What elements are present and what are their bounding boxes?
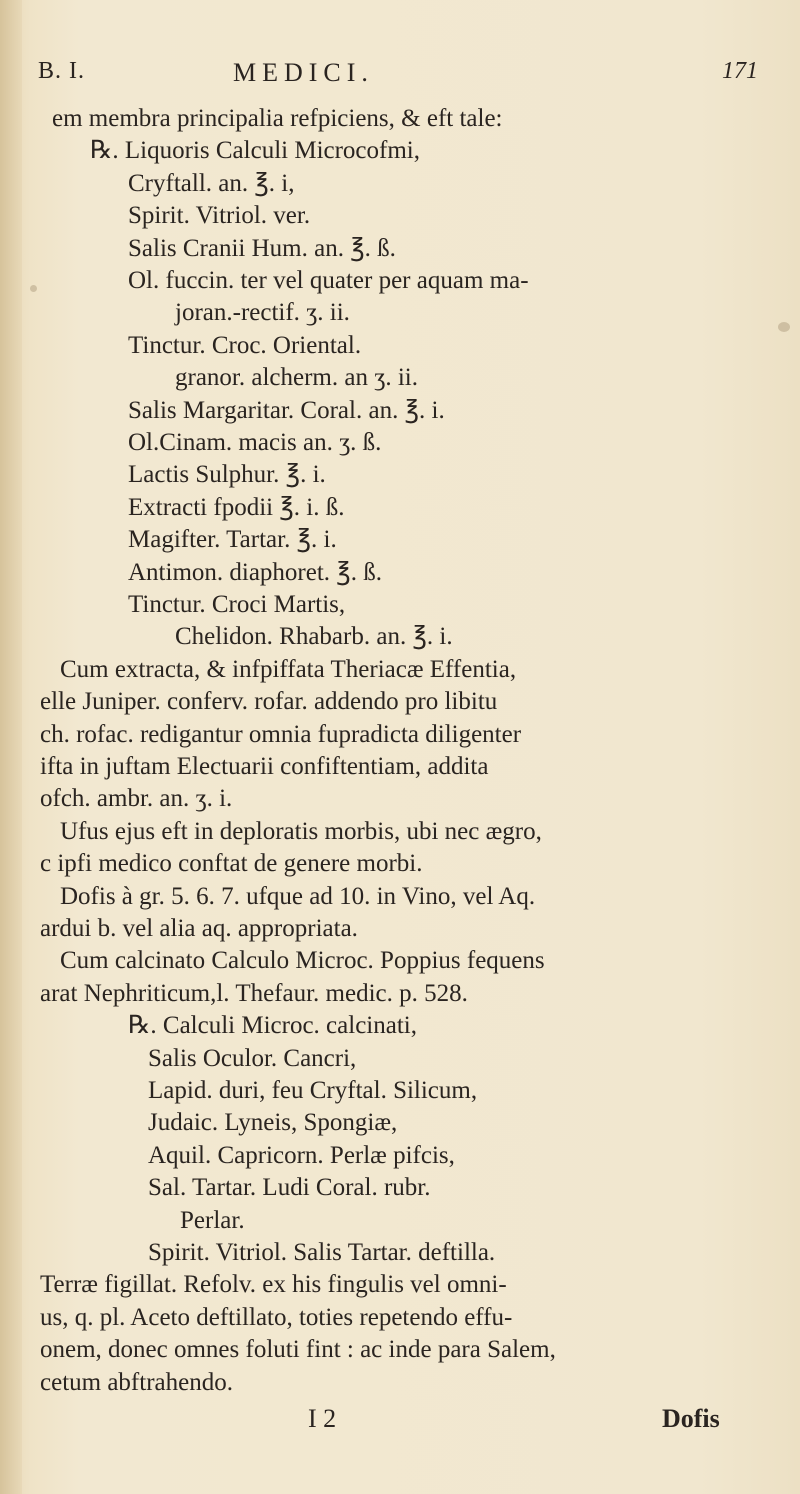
text-line: Tinctur. Croci Martis, [128, 591, 346, 618]
text-line: ℞. Liquoris Calculi Microcofmi, [90, 137, 420, 165]
text-line: Ufus ejus eft in deploratis morbis, ubi nec ægro, [60, 817, 542, 845]
text-line: ofch. ambr. an. ʒ. i. [40, 785, 233, 813]
text-line: arat Nephriticum,l. Thefaur. medic. p. 528. [40, 979, 468, 1007]
text-line: Lactis Sulphur. ℥. i. [128, 461, 326, 489]
text-line: Spirit. Vitriol. Salis Tartar. deftilla. [148, 1239, 496, 1266]
text-line: Chelidon. Rhabarb. an. ℥. i. [175, 623, 453, 651]
header-book-number: B. I. [38, 58, 85, 84]
text-line: c ipfi medico conftat de genere morbi. [40, 850, 423, 878]
catchword: Dofis [662, 1404, 720, 1433]
text-line: Sal. Tartar. Ludi Coral. rubr. [148, 1174, 431, 1202]
text-line: Dofis à gr. 5. 6. 7. ufque ad 10. in Vino, vel Aq. [60, 882, 536, 910]
ink-spot [778, 322, 790, 332]
text-line: Perlar. [180, 1206, 245, 1234]
text-line: Magifter. Tartar. ℥. i. [128, 526, 337, 554]
text-line: em membra principalia refpiciens, & eft tale: [52, 105, 503, 132]
text-line: Ol.Cinam. macis an. ʒ. ß. [128, 429, 382, 456]
ink-spot [30, 285, 37, 292]
text-line: Salis Oculor. Cancri, [148, 1044, 357, 1072]
text-line: Spirit. Vitriol. ver. [128, 202, 311, 230]
text-line: Ol. fuccin. ter vel quater per aquam ma- [128, 267, 529, 294]
running-header [38, 58, 778, 98]
text-line: ardui b. vel alia aq. appropriata. [40, 915, 358, 942]
text-line: Lapid. duri, feu Cryftal. Silicum, [148, 1077, 478, 1104]
text-line: Extracti fpodii ℥. i. ß. [128, 493, 345, 521]
text-line: Antimon. diaphoret. ℥. ß. [128, 558, 382, 586]
signature-mark: I 2 [308, 1404, 337, 1433]
text-line: Salis Cranii Hum. an. ℥. ß. [128, 234, 396, 262]
text-line: joran.-rectif. ʒ. ii. [175, 299, 350, 327]
text-line: elle Juniper. conferv. rofar. addendo pro libitu [40, 688, 498, 716]
text-line: us, q. pl. Aceto deftillato, toties repetendo effu- [40, 1303, 513, 1331]
text-line: Judaic. Lyneis, Spongiæ, [148, 1109, 398, 1137]
text-line: Terræ figillat. Refolv. ex his fingulis vel omni- [40, 1271, 507, 1299]
text-line: Cum extracta, & infpiffata Theriacæ Effentia, [60, 655, 517, 683]
text-line: granor. alcherm. an ʒ. ii. [175, 364, 418, 392]
text-line: ifta in juftam Electuarii confiftentiam, addita [40, 753, 489, 780]
header-title: MEDICI. [233, 58, 374, 87]
text-line: Tinctur. Croc. Oriental. [128, 331, 362, 359]
text-line: Cum calcinato Calculo Microc. Poppius fequens [60, 947, 545, 975]
page-gutter [0, 0, 22, 1494]
text-line: cetum abftrahendo. [40, 1368, 233, 1396]
text-line: ℞. Calculi Microc. calcinati, [128, 1012, 417, 1040]
text-line: Cryftall. an. ℥. i, [128, 169, 295, 197]
text-line: onem, donec omnes foluti fint : ac inde para Salem, [40, 1336, 556, 1364]
text-line: Salis Margaritar. Coral. an. ℥. i. [128, 396, 445, 424]
text-line: ch. rofac. redigantur omnia fupradicta diligenter [40, 720, 522, 748]
text-line: Aquil. Capricorn. Perlæ pifcis, [148, 1141, 455, 1169]
page-number: 171 [722, 58, 758, 84]
